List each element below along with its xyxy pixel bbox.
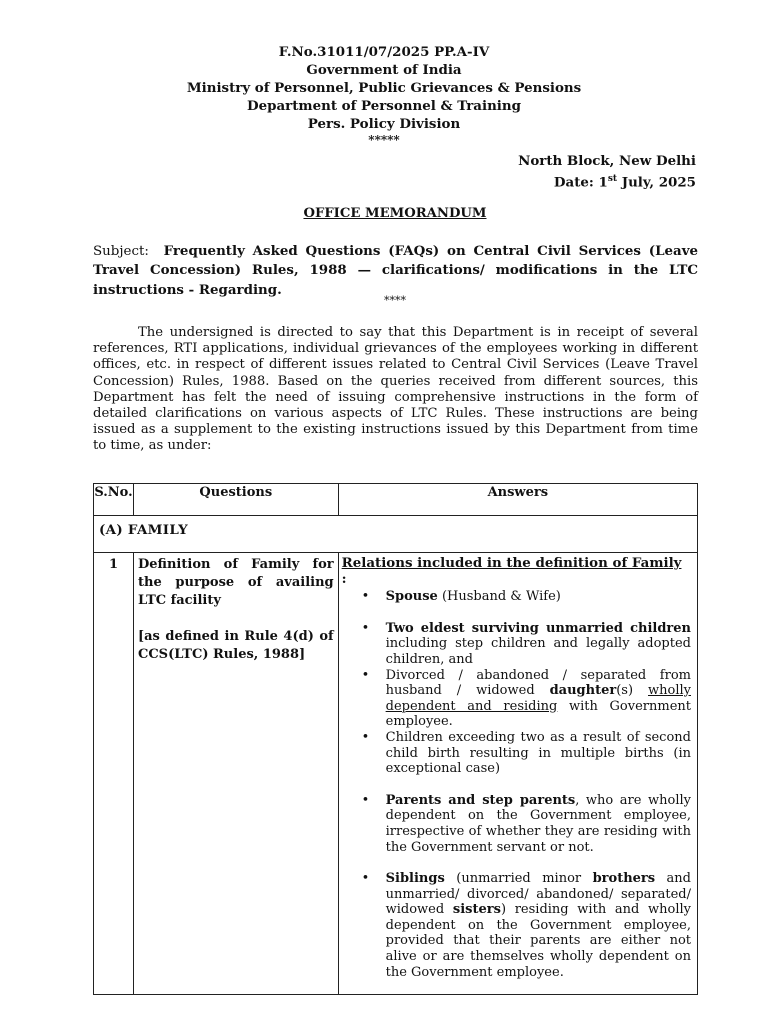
- bullet-icon: •: [361, 729, 370, 745]
- memo-title: OFFICE MEMORANDUM: [303, 206, 487, 221]
- question-text: Definition of Family for the purpose of availing LTC facility: [137, 557, 334, 608]
- item-text: (unmarried minor: [444, 871, 593, 887]
- bullet-icon: •: [361, 792, 370, 808]
- question-reference: [as defined in Rule 4(d) of CCS(LTC) Rules, 1988]: [137, 629, 334, 662]
- list-item: [342, 621, 691, 668]
- table-header-row: [94, 484, 698, 516]
- item-text: (Husband & Wife): [437, 589, 561, 605]
- row-answer: [338, 553, 697, 995]
- item-text: Divorced / abandoned / separated from husband / widowed: [385, 667, 691, 699]
- item-bold: Siblings: [385, 871, 445, 887]
- list-item: [342, 730, 691, 777]
- item-bold: daughter: [549, 683, 617, 699]
- section-row: [94, 516, 698, 553]
- answer-heading-line: [342, 556, 691, 587]
- intro-text: The undersigned is directed to say that this Department is in receipt of several references, RTI applications, individual grievances of the employees working in different offices, etc. in respect of different issues related to Central Civil Services (Leave Travel Concession) Rules, 1988. Based on the queries received from different sources, this Department has felt the need of issuing comprehensive instructions in the form of detailed clarifications on various aspects of LTC Rules. These instructions are being issued as a supplement to the existing instructions issued by this Department from time to time, as under:: [93, 325, 698, 454]
- list-item: [342, 871, 691, 980]
- subject: [93, 242, 698, 300]
- row-sno: 1: [94, 553, 134, 995]
- bullet-icon: •: [361, 589, 370, 605]
- item-underlined: wholly dependent and residing: [385, 683, 691, 714]
- item-text: (s): [616, 683, 648, 699]
- col-header-sno: S.No.: [94, 484, 134, 516]
- header-stars: *****: [368, 133, 400, 147]
- item-bold: sisters: [452, 902, 501, 918]
- ministry-name: Ministry of Personnel, Public Grievances & Pensions: [186, 80, 582, 96]
- table-row: [94, 553, 698, 995]
- item-text: with Government employee.: [385, 698, 691, 730]
- item-text: ) residing with and wholly dependent on the Government employee, provided that their parents are either not alive or are themselves wholly dependent on the Government employee.: [385, 902, 691, 980]
- family-list: [342, 589, 691, 980]
- bullet-icon: •: [361, 620, 370, 636]
- list-item: [342, 668, 691, 730]
- item-bold: Parents and step parents: [385, 792, 576, 808]
- bullet-icon: •: [361, 667, 370, 683]
- date-prefix: Date: 1: [553, 174, 608, 191]
- item-text: and unmarried/ divorced/ abandoned/ separated/ widowed: [385, 871, 692, 918]
- subject-label: Subject:: [93, 244, 149, 259]
- subject-text: Frequently Asked Questions (FAQs) on Central Civil Services (Leave Travel Concession) Rules, 1988 — clarifications/ modifications in the LTC instructions - Regarding.: [93, 243, 698, 298]
- row-question: [133, 553, 338, 995]
- item-bold: brothers: [592, 871, 656, 887]
- item-bold: Two eldest surviving unmarried children: [385, 620, 691, 636]
- date-suffix: July, 2025: [617, 174, 696, 191]
- department-name: Department of Personnel & Training: [246, 98, 521, 114]
- date-sup: st: [607, 174, 618, 184]
- intro-paragraph: [93, 325, 698, 455]
- col-header-answers: Answers: [338, 484, 697, 516]
- answer-heading: Relations included in the definition of Family: [341, 555, 682, 571]
- list-item: [342, 589, 691, 605]
- item-text: Children exceeding two as a result of second child birth resulting in multiple births (in exceptional case): [385, 729, 691, 777]
- place: North Block, New Delhi: [518, 153, 696, 169]
- bullet-icon: •: [361, 871, 370, 887]
- government-name: Government of India: [306, 62, 462, 78]
- subject-stars: ****: [384, 294, 406, 307]
- item-text: , who are wholly dependent on the Government employee, irrespective of whether they are residing with the Government servant or not.: [385, 792, 691, 855]
- list-item: [342, 793, 691, 855]
- item-bold: Spouse: [385, 589, 438, 605]
- col-header-questions: Questions: [133, 484, 338, 516]
- date: [554, 170, 696, 191]
- file-number: F.No.31011/07/2025 PP.A-IV: [278, 44, 490, 60]
- item-text: including step children and legally adopted children, and: [385, 636, 691, 667]
- division-name: Pers. Policy Division: [307, 116, 461, 132]
- answer-heading-colon: :: [341, 570, 347, 587]
- faq-table: [93, 483, 698, 995]
- section-family: (A) FAMILY: [94, 516, 698, 553]
